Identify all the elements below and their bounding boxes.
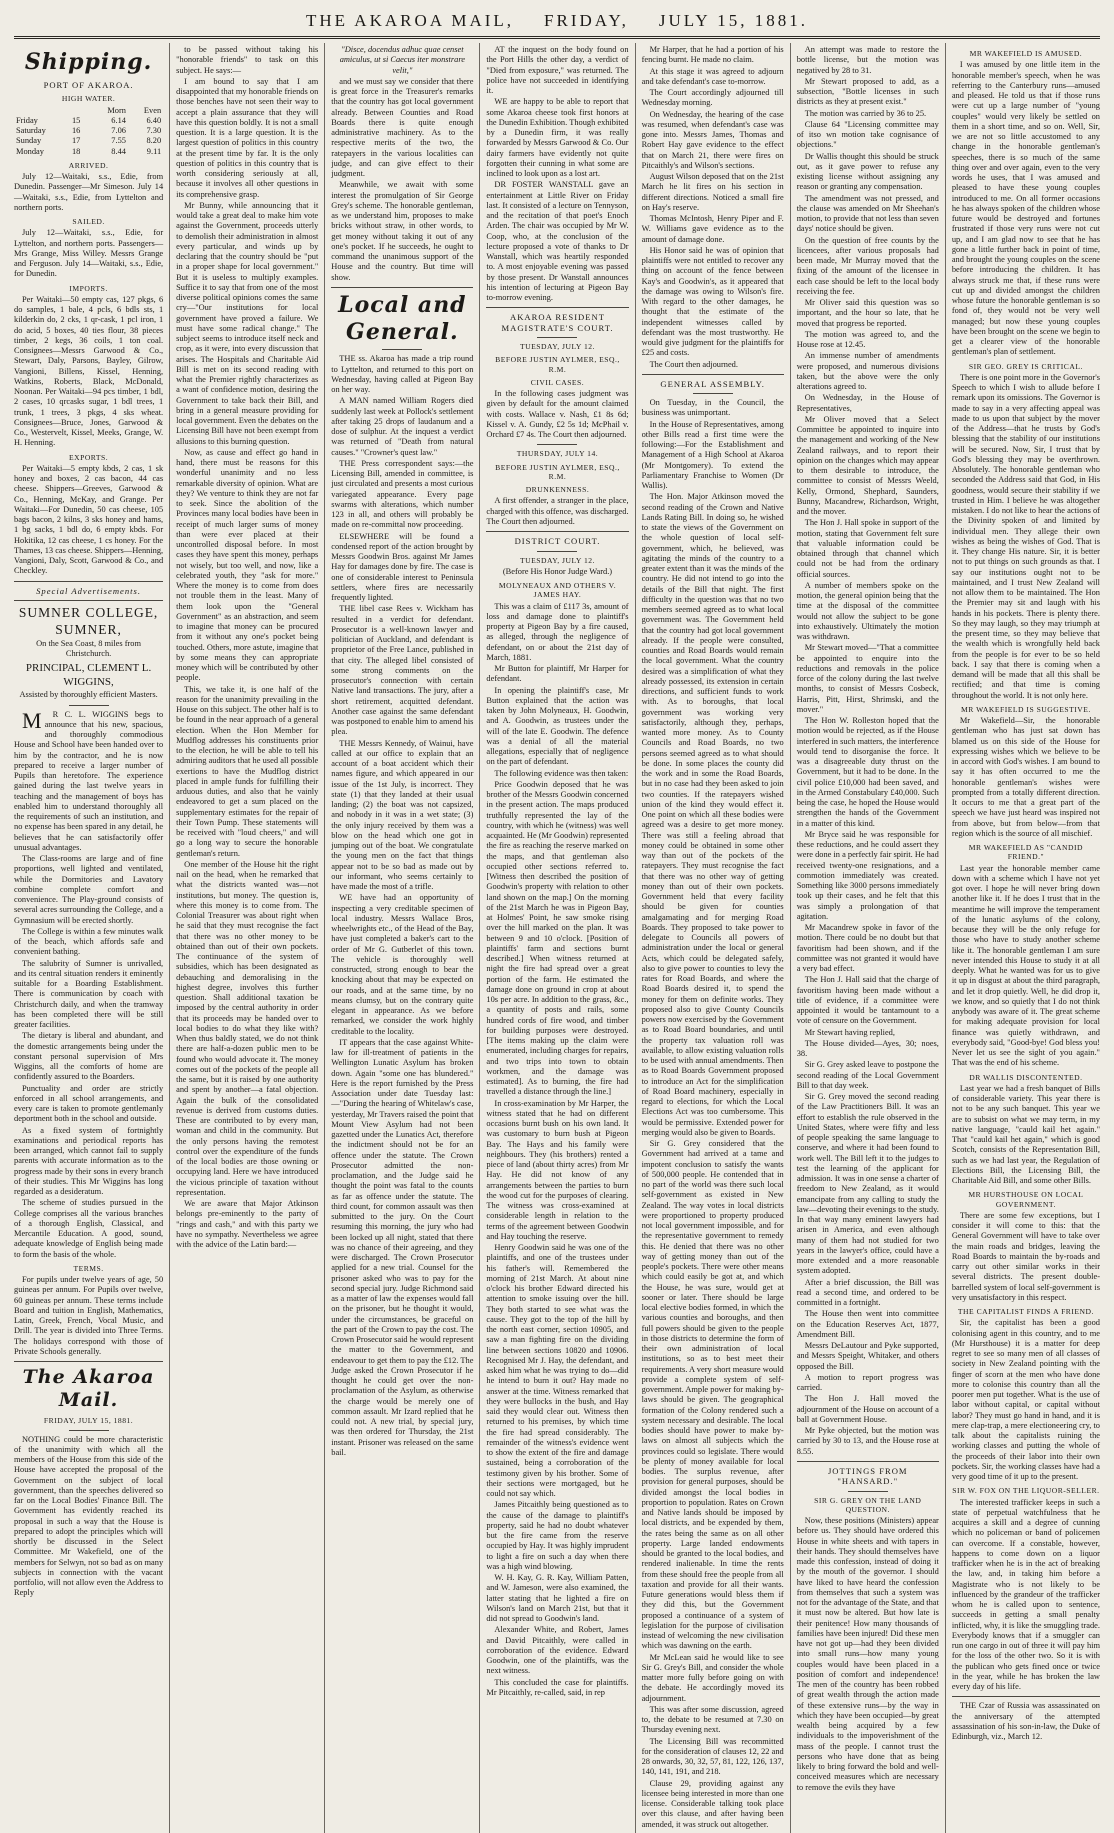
divider <box>642 374 784 375</box>
tide-even: 7.30 <box>146 126 162 136</box>
special-ads-heading: Special Advertisements. <box>36 585 142 596</box>
tide-header: Morn <box>107 105 126 115</box>
editorial-para: and we must say we consider that there is great force in the Treasurer's remarks that the country has got local government already. Between Counties and Road Boards there is quite enough administrative machinery. As to the respective merits of the two, the ratepayers in the various localities can judge, and can give effect to their judgment. <box>331 76 474 178</box>
divider <box>537 551 577 552</box>
assembly-para: An attempt was made to restore the bottle license, but the motion was negatived by 28 to 31. <box>796 45 939 75</box>
tide-even: 8.20 <box>146 136 162 146</box>
editorial-para: This, we take it, is one half of the reason for the unanimity prevailing in the House on this subject. The other half is to be found in the near approach of a general election. When the Hon Member for Mudflog addresses his constituents prior to the election, he will be able to tell his admiring auditors that he used all possible exertions to have the Mudflog district placed in ample funds for fulfilling their arduous duties, and also that he vainly endeavored to get a sum placed on the supplementary estimates for the repair of their Town Pump. These statements will be received with "loud cheers," and will go a long way to secure the honorable gentleman's return. <box>176 684 319 858</box>
assembly-para: Mr Pyke objected, but the motion was carried by 30 to 13, and the House rose at 8.55. <box>796 1426 939 1456</box>
tide-morn: 7.06 <box>111 126 126 136</box>
tide-row <box>14 147 163 157</box>
jotting-para: Mr Wakefield—Sir, the honorable gentleman who has just sat down has blamed us on this side of the House for expressing wishes which we believe to be in accord with God's wishes. I am bound to say it has often occurred to me the honorable gentleman's wishes were prompted from a totally different direction. It occurs to me that a great part of the speech we have just heard was inspired not from above, but from below—from that region which is the source of all mischief. <box>951 716 1100 838</box>
divider <box>537 337 577 338</box>
court-before: BEFORE JUSTIN AYLMER, ESQ., R.M. <box>495 462 620 481</box>
tide-row <box>14 116 163 126</box>
divider <box>69 705 109 706</box>
college-para: As a fixed system of fortnightly examinations and periodical reports has been arranged, which cannot fail to supply parents with accurate information as to the progress made by their sons in every branch of their studies. This Mr Wiggins has long regarded as a desideratum. <box>14 1125 164 1197</box>
sailed-heading: SAILED. <box>72 217 105 227</box>
case-para: James Pitcaithly being questioned as to the cause of the damage to plaintiff's property, said he had no doubt whatever but the fire came from the reserve occupied by Hay. It was highly imprudent to light a fire on such a day when there was a high wind blowing. <box>486 1500 629 1571</box>
local-general-title: Local and General. <box>338 291 467 345</box>
news-item: THE Messrs Kennedy, of Wainui, have called at our office to explain that an account of a boat accident which their names figure, and which appeared in our issue of the 1st July, is incorrect. They state (1) that they landed at their usual landing; (2) the boat was not capsized, and nobody in it was in a wet state; (3) the only injury received by them was a blow on the head which one got in jumping out of the boat. We congratulate the young men on the fact that things appear not to be so bad as made out by our informant, who seems certainly to have made the most of a trifle. <box>331 738 474 892</box>
masthead-rule <box>14 36 1100 39</box>
news-item: WE have had an opportunity of inspecting a very creditable specimen of local industry. Messrs Wallace Bros, wheelwrights etc., of the Head of the Bay, have just completed a baker's cart to the order of Mr G. Gutberlet of this town. The vehicle is thoroughly well constructed, strong enough to bear the knocking about that may be expected on our roads, and at the same time, by no means clumsy, but on the contrary quite elegant in appearance. As we before remarked, we consider the work highly creditable to the locality. <box>331 893 474 1036</box>
assembly-para: Messrs DeLautour and Pyke supported, and Messrs Speight, Whitaker, and others opposed the Bill. <box>796 1341 939 1371</box>
case-para: Mr Harper, that he had a portion of his fencing burnt. He made no claim. <box>641 45 784 65</box>
assembly-para: An immense number of amendments were proposed, and numerous divisions taken, but the above were the only alterations agreed to. <box>796 351 939 391</box>
assembly-para: The Hon. Major Atkinson moved the second reading of the Crown and Native Lands Rating Bill. In doing so, he wished to state the views of the Government on the whole question of local self-government, which, he believed, was agitating the minds of the country to a greater extent than it was the minds of the country. He did not intend to go into the details of the Bill that night. The first difficulty in the question was that no two members seemed agreed as to what local government was. The Government held that the country had got local government already. If the people were consulted, counties and Road Boards would remain the local government. What the country desired was a simplification of what they already possessed, its extension in certain directions, and sufficient funds to work with. As to boroughs, that local government was working very satisfactorily, although they, perhaps, wanted more money. As to County Councils and Road Boards, no two persons seemed agreed as to what should be done. In some places the county did the work and in some the Road Boards, but in no case had they been asked to join two counties. If the ratepayers wished union of the kind they would effect it. One point on which all these bodies were agreed was a desire to get more money. There was still a feeling abroad that money could be obtained in some other way than out of the pockets of the ratepayers. They must recognise the fact that there was no other way of getting money than out of their own pockets. Government held that every facility should be given for counties amalgamating and for merging Road Boards. They proposed to take power to delegate to Councils all powers of administration under the local or general Acts, which could be delegated safely, also to give power to counties to levy the rates for Road Boards, and where the Road Boards desired it, to spend the money for them on definite works. They proposed also to give County Councils powers now exercised by the Government as to Road Board boundaries, and until the property tax valuation roll was available, to allow existing valuation rolls to be used with annual amendments. Then as to Road Boards Government proposed to introduce an Act for the simplification of Road Board machinery, especially in regard to elections, for which the Local Elections Act was too cumbersome. This would be permissive. Extended power for merging would also be given to Boards. <box>641 492 784 1137</box>
divider <box>382 349 422 350</box>
tide-morn: 7.55 <box>111 136 126 146</box>
tide-even: 9.11 <box>146 146 162 156</box>
case-para: Alexander White, and Robert, James and David Pitcaithly, were called in corroboration of the evidence. Edward Goodwin, one of the plaintiffs, was the next witness. <box>486 1625 629 1676</box>
tide-morn: 6.14 <box>111 115 126 125</box>
divider <box>486 531 628 532</box>
case-para: In cross-examination by Mr Harper, the witness stated that he had on different occasions burnt bush on his own land. It was customary to burn bush at Pigeon Bay. The Hays and his family were neighbours. They (his brothers) rented a piece of land (about thirty acres) from Mr Hay. He did not know of any arrangements between the parties to burn the wood cut for the purposes of clearing. The witness was cross-examined at considerable length in relation to the terms of the agreement between Goodwin and Hay touching the reserve. <box>486 1098 629 1241</box>
paper-title: THE AKAROA MAIL, <box>305 11 515 30</box>
district-court-title: DISTRICT COURT. <box>514 536 601 547</box>
college-para: Punctuality and order are strictly enforced in all school arrangements, and every care is taken to promote gentlemanly deportment both in the school and outside. <box>14 1083 164 1124</box>
court-before: BEFORE JUSTIN AYLMER, ESQ., R.M. <box>495 355 620 374</box>
assembly-para: The Hon J. Hall said that the charge of favoritism having been made without a title of evidence, if a committee were appointed it would be tantamount to a vote of censure on the Government. <box>796 975 939 1026</box>
divider <box>14 581 163 582</box>
case-para: In opening the plaintiff's case, Mr Button explained that the action was taken by John Molyneaux, H. Goodwin, and A. Goodwin, as trustees under the will of the late E. Goodwin. The defence was a denial of all the material allegations, especially that of negligence on the part of defendant. <box>486 685 629 767</box>
news-item: THE Czar of Russia was assassinated on the anniversary of the attempted assassination of his son-in-law, the Duke of Edinburgh, viz., March 12. <box>951 1701 1100 1741</box>
jottings-sub: SIR G. GREY ON THE LAND QUESTION. <box>814 1495 922 1514</box>
divider <box>537 444 577 445</box>
assembly-para: Mr Oliver moved that a Select Committee be appointed to inquire into the management and working of the New Zealand railways, and to report their opinion on the changes which may appear to them desirable to introduce, the committee to consist of Messrs Weeld, Kelly, Ormond, Shephard, Saunders, Bunny, Macandrew, Richardson, Wright, and the mover. <box>796 414 939 516</box>
case-para: On Wednesday, the hearing of the case was resumed, when defendant's case was gone into. Messrs James, Thomas and Robert Hay gave evidence to the effect that on March 21, there were fires on Pitcaithly's and Wilson's sections. <box>641 109 784 170</box>
assembly-title: GENERAL ASSEMBLY. <box>660 378 765 389</box>
divider <box>14 600 163 601</box>
imports-text: Per Waitaki—50 empty cas, 127 pkgs, 6 do samples, 1 bale, 4 pcls, 6 bdls sts, 1 kilderkin do, 2 cks, 1 qr-cask, 1 pcl iron, 1 do acid, 5 boxes, 40 ties flour, 38 pieces timber, 2 kegs, 36 coils, 1 ton coal. Consignees—Messrs Garwood & Co., Stewart, Daly, Parsons, Bayley, Gilrow, Vangioni, Billens, Kissel, Henning, Watkins, Roberts, Black, McDonald, Noonan. Per Waitaki—94 pcs timber, 1 bdl, 2 cases, 10 qrcasks sugar, 1 bdl trees, 1 trunk, 1 trees, 3 pkgs, 4 sks wheat. Consignees—Bruce, Jones, Garwood & Co., Westervelt, Kissel, Meeks, Grange, W. H. Henning. <box>14 294 164 448</box>
case-para: Henry Goodwin said he was one of the plaintiffs, and one of the trustees under his father's will. Remembered the morning of 21st March. At about nine o'clock his brother Edward directed his attention to smoke issuing over the hill. They both started to see what was the cause. They got to the top of the hill by the north east corner, section 10905, and saw a man fighting fire on the dividing line between sections 10820 and 10906. Recognised Mr J. Hay, the defendant, and asked him what he was trying to do—did he intend to burn it out? Hay made no answer at the time. Witness remarked that they were bullocks in the bush, and Hay said they would clear out. Witness then returned to his premises, by which time the fire had spread considerably. The remainder of the witness's evidence went to show the extent of the fire and damage sustained, being a corroboration of the testimony given by his brother. Some of their sections were mortgaged, but he could not say which. <box>486 1243 629 1499</box>
assembly-para: On Wednesday, in the House of Representatives, <box>796 393 939 413</box>
case-para: Price Goodwin deposed that he was brother of the Messrs Goodwin concerned in the present action. The maps produced truthfully represented the lay of the country, with which he (witness) was well acquainted. He (Mr Goodwin) represented the fire as reaching the reserve marked on the maps, and that gentleman also occupied other sections referred to. [Witness then described the position of Goodwin's property with relation to other land shown on the map.] On the morning of the 21st March he was in Pigeon Bay, at Holmes' Point, he saw smoke rising over the hill marked on the plan. It was between 9 and 10 o'clock. [Position of plaintiffs' farm and sections burnt described.] When witness returned at night the fire had spread over a great portion of the farm. He estimated the damage done on ground in crop at about 10s per acre. In addition to the grass, &c., a quantity of posts and rails, some hundred cords of fire wood, and timber for building purposes were destroyed. [The items making up the claim were enumerated, including charges for repairs, and two trips into town to obtain workmen, and the damage was estimated]. As to burning, the fire had travelled a distance through the line.] <box>486 779 629 1097</box>
assembly-para: Mr Oliver said this question was so important, and the hour so late, that he moved that progress be reported. <box>796 298 939 328</box>
arrived-heading: ARRIVED. <box>68 160 109 170</box>
tide-even: 6.40 <box>146 115 162 125</box>
college-sub: On the Sea Coast, 8 miles from Christchurch. <box>36 638 142 659</box>
assembly-para: A motion to report progress was carried. <box>796 1372 939 1392</box>
assembly-para: A number of members spoke on the motion, the general opinion being that the time at the disposal of the committee would not allow the subject to be gone into exhaustively. Ultimately the motion was withdrawn. <box>796 580 939 641</box>
mail-date: FRIDAY, JULY 15, 1881. <box>43 1416 134 1426</box>
drop-cap: M <box>22 707 42 733</box>
assembly-para: In the House of Representatives, among other Bills read a first time were the following:—For the Establishment and Management of a High School at Akaroa (Mr Montgomery). To extend the Parliamentary Franchise to Women (Dr Wallis). <box>641 419 784 491</box>
tide-date: 15 <box>71 115 81 125</box>
column-4 <box>479 43 634 1833</box>
editorial-text: NOTHING could be more characteristic of the unanimity with which all the members of the House from this side of the House have accepted the proposal of the Government on the subject of local government, than the speeches delivered so far on the Local Bodies' Finance Bill. The Government has evidently reached its proposal in such a way that the House is prepared to adopt the principles which will shortly be discussed in the Select Committee. Mr Wakefield, one of the members for Selwyn, not so bad as on many subjects in connection with the vacant portfolio, will not allow even the Address to Reply <box>14 1434 164 1598</box>
column-5 <box>635 43 790 1833</box>
imports-heading: IMPORTS. <box>69 283 108 293</box>
assembly-para: Clause 64 "Licensing committee may of itso wn motion take cognisance of objections." <box>796 119 939 150</box>
assembly-para: Mr Bryce said he was responsible for these reductions, and he could assert they were done in a perfectly fair spirit. He had received twenty-one resignations, and a commotion immediately was created. Something like 3000 persons immediately took up their cases, and he felt that this was simply a prolongation of that agitation. <box>796 829 939 921</box>
jotting-heading: SIR GEO. GREY IS CRITICAL. <box>968 361 1083 371</box>
tide-table <box>14 106 163 157</box>
news-item: IT appears that the case against White-law for ill-treatment of patients in the Wellington Lunatic Asylum has broken down. Again "some one has blundered." Here is the report furnished by the Press Association under date Tuesday last:—"During the hearing of Whitelaw's case, yesterday, Mr Travers raised the point that Mount View Asylum had not been gazetted under the Lunatics Act, therefore the indictment should not be for an offence under the statute. The Crown Prosecutor admitted the non-proclamation, and the Judge said he thought the point was fatal to the counts as far as offence under the statute. The third count, for common assault was then submitted to the jury. On the Court resuming this morning, the jury who had been locked up all night, stated that there was no chance of their agreeing, and they were discharged. The Crown Prosecutor applied for a new trial. Counsel for the prisoner asked who was to pay for the second special jury. Judge Richmond said as a matter of law the expenses would fall on the prisoner, but he thought it would, under the circumstances, be graceful on the part of the Crown to pay the cost. The Crown Prosecutor said he would represent the matter to the Government, and endeavour to get them to pay the £12. The Judge asked the Crown Prosecutor if he thought he could get over the non-proclamation of the Asylum, as otherwise the charge would be merely one of common assault. Mr Izard replied that he could not. A new trial, by special jury, was then ordered for Thursday, the 21st instant. Prisoner was released on the same bail. <box>331 1037 474 1457</box>
case-para: The following evidence was then taken: <box>494 768 629 778</box>
assembly-para: The Hon J. Hall spoke in support of the motion, stating that Government felt sure that valuable information could be obtained through that channel which could not be had from the ordinary official sources. <box>796 518 939 579</box>
civil-heading: CIVIL CASES. <box>530 377 585 387</box>
tide-day: Saturday <box>16 126 46 136</box>
tide-row <box>14 126 163 136</box>
case-para: This concluded the case for plaintiffs. Mr Pitcaithly, re-called, said, in rep <box>486 1677 629 1697</box>
tide-day: Friday <box>16 115 38 125</box>
tide-day: Sunday <box>16 136 42 146</box>
assembly-para: Mr McLean said he would like to see Sir G. Grey's Bill, and consider the whole matter more fully before going on with the debate. He accordingly moved its adjournment. <box>641 1652 784 1703</box>
assembly-para: The motion was agreed to, and the House rose at 12.45. <box>796 329 939 349</box>
assembly-para: Sir G. Grey moved the second reading of the Law Practitioners Bill. It was an effort to establish the rule observed in the United States, where were fifty and less of people speaking the same language to conserve, and where it had been found to work well. The Bill left it to the judges to test the learning of the applicant for admission. It was in one sense a charter of freedom to New Zealand, as it would emancipate from any calling to study the law—devoting their evenings to the study. In that way many eminent lawyers had arisen in America, and even although many of them had not studied for two years in the lawyer's office, could have a more extended and a more reasonable system adopted. <box>796 1092 939 1276</box>
column-7 <box>945 43 1100 1833</box>
college-para: The College is within a few minutes walk of the beach, which affords safe and convenient bathing. <box>14 926 164 957</box>
case-para: Thomas McIntosh, Henry Piper and F. W. Williams gave evidence as to the amount of damage done. <box>641 214 784 244</box>
editorial-para: Mr Bunny, while announcing that it would take a great deal to make him vote against the Government, proceeds utterly to demolish their administration in almost every particular, and winds up by declaring that the country should be "put in a proper shape for local government." But it is useless to multiply examples. Suffice it to say that from one of the most diverse political opinions comes the same cry—"Our institutions for local government have proved a failure. We must have some radical change." The subject seems to introduce itself neck and crop, as it were, into every discussion that arises. The Hospitals and Charitable Aid Bill is met on its second reading with what the Premier rightly characterizes as a want of confidence motion, desiring the Government to take back their Bill, and bring in a general measure providing for local government. Even the debates on the Licensing Bill have not been exempt from allusions to this burning question. <box>176 200 319 446</box>
tide-row <box>14 136 163 146</box>
news-item: AT the inquest on the body found on the Port Hills the other day, a verdict of "Died from exposure," was returned. The police have not succeeded in identifying it. <box>486 45 629 95</box>
shipping-title: Shipping. <box>24 49 153 75</box>
jottings-title: JOTTINGS FROM "HANSARD." <box>827 1465 908 1487</box>
divider <box>952 1696 1100 1697</box>
tide-header <box>14 106 70 116</box>
assembly-para: The House then went into committee on the Education Reserves Act, 1877, Amendment Bill. <box>796 1309 939 1339</box>
college-para <box>14 707 164 854</box>
district-date: TUESDAY, JULY 12. <box>520 555 595 565</box>
tide-morn: 8.44 <box>111 146 126 156</box>
case-para: This was a claim of £117 3s, amount of loss and damage done to plaintiff's property at Pigeon Bay by a fire caused, as alleged, through the negligence of defendant, on or about the 21st day of March, 1881. <box>486 601 629 662</box>
jotting-para: The interested trafficker keeps in such a state of perpetual watchfulness that he acquires a skill and a degree of cunning which no policeman or band of policemen can overcome. If a constable, however, happens to come down on a liquor trafficker when he is in the act of breaking the law, and, in taking him before a Magistrate who is not likely to be influenced by the grandeur of the trafficker whom he is called upon to sentence, succeeds in getting a small penalty inflicted, why, it is like the smuggling trade. Everybody knows that if a smuggler can run one cargo in out of three it will pay him for the loss of the other two. So it is with the publican who gets fined once or twice in the year, while he has broken the law every day of his life. <box>951 1497 1100 1691</box>
tide-day: Monday <box>16 146 44 156</box>
news-item: THE libel case Rees v. Wickham has resulted in a verdict for defendant. Prosecutor is a well-known lawyer and politician of Auckland, and defendant is proprietor of the Free Lance, published in that city. The alleged libel consisted of some strong comments on the prosecutor's connection with certain Native land transactions. The jury, after a short retirement, acquitted defendant. Another case against the same defendant was postponed to enable him to amend his plea. <box>331 604 474 737</box>
jottings-text: Now, these positions (Ministers) appear before us. They should have ordered this House in white sheets and with tapers in their hands. They should themselves have made this confession, instead of doing it by the mouth of the governor. I should have liked to have heard the confession from themselves that such a system was not for the advantage of the State, and that it must now be altered. But how late is their penitence! How many thousands of families have been injured! Did these men have not got up—had they been divided into small runs—how many young couples would have been placed in a position of comfort and independence! The men of the country has been robbed of great wealth through the action made of these extensive runs—by the way in which they have been occupied—by great wealth being acquired by a few individuals to the impoverishment of the mass of the people. I cannot trust the persons who have done that as being likely to bring forward the bold and well-conceived measures which are necessary to remove the evils they have <box>796 1516 939 1792</box>
editorial-para: Meanwhile, we await with some interest the promulgation of Sir George Grey's scheme. The honorable gentleman, as we understand him, proposes to make bricks without straw, in other words, to get money without taking it out of any one's pocket. If he succeeds, he ought to command the unanimous support of the House and the country. But time will show. <box>331 180 474 282</box>
jotting-heading: MR WAKEFIELD IS SUGGESTIVE. <box>961 704 1091 714</box>
columns <box>14 43 1100 1829</box>
jotting-para: I was amused by one little item in the honorable member's speech, when he was referring to the Canterbury runs—amused and pleased. He told us that if those runs were cut up a large number of "young couples" would very likely be settled on them in a short time, and so on. Well, Sir, we are not so little accustomed to any change in the honorable gentleman's speeches, there is so much of the same thing over and over again, even to the very words he uses, that I was amused and pleased to have these young couples introduced to me. On all former occasions he has always spoken of the children whose future would be destroyed and fortunes frustrated if those very runs were not cut up, and I am glad now to see that he has gone a little further back in point of time, and brought the young couples on the scene before introducing the children. It has always struck me that, if these runs were cut up and divided amongst the children whose future the honorable gentleman is so fond of, they would not be very well managed; but now these young couples have been brought on the scene we begin to get a clearer view of the honorable gentleman's plan of settlement. <box>951 60 1100 357</box>
editorial-para: Now, as cause and effect go hand in hand, there must be reasons for this wonderful unanimity and no less remarkable diversity of opinion. What are they? We venture to think they are not far to seek. Since the abolition of the Provinces many local bodies have been in receipt of much larger sums of money than were ever placed at their uncontrolled disposal before. In most cases they have spent this money, perhaps not wisely, but too well, and now, like a celebrated youth, they "ask for more." Where the money is to come from does not trouble them in the least. Many of them look upon the "General Government" as an abstraction, and seem to imagine that money can be procured from it without any one's pocket being touched. Others, more astute, imagine that by some means they can appropriate money which will be contributed by other people. <box>176 447 319 683</box>
assembly-para: On the question of free counts by the licencees, after various proposals had been made, Mr Murray moved that the fixing of the amount of the licensee in each case should be left to the local body receiving the fee. <box>796 235 939 296</box>
editorial-para: to be passed without taking his "honorable friends" to task on this subject. He says:— <box>176 45 319 75</box>
case-para: W. H. Kay, G. R. Kay, William Patten, and W. Jameson, were also examined, the latter stating that he lighted a fire on Wilson's land on March 21st, but that it did not spread to Goodwin's land. <box>486 1573 629 1624</box>
college-para: The Class-rooms are large and of fine proportions, well lighted and ventilated, while the Dormitories and Lavatory combine complete comfort and convenience. The Play-ground consists of several acres surrounding the College, and a Gymnasium will be erected shortly. <box>14 854 164 925</box>
news-item: DR FOSTER WANSTALL gave an entertainment at Little River on Friday last. It consisted of a lecture on Tennyson, and the recitation of that poet's Enoch Arden. The chair was occupied by Mr W. Coop, who, at the conclusion of the lecture proposed a vote of thanks to Dr Wanstall, which was heartily responded to. A most enjoyable evening was passed by those present. Dr Wanstall announces his intention of lecturing at Pigeon Bay to-morrow evening. <box>486 180 629 302</box>
column-2 <box>169 43 324 1833</box>
tide-header-row <box>14 106 163 116</box>
divider <box>693 393 733 394</box>
assembly-para: Mr Macandrew spoke in favor of the motion. There could be no doubt but that favoritism had been shown, and if the committee was not granted it would have a very bad effect. <box>796 923 939 973</box>
drunk-heading: DRUNKENNESS. <box>525 485 590 495</box>
divider <box>486 307 628 308</box>
divider <box>848 1491 888 1492</box>
principal-sub: Assisted by thoroughly efficient Masters. <box>19 690 158 700</box>
case-para: The Court then adjourned. <box>649 359 738 369</box>
paper-day: FRIDAY, <box>544 11 629 30</box>
editorial-para: We are aware that Major Atkinson belongs pre-eminently to the party of "rings and cash," and with this party we have no sympathy. Nevertheless we agree with the advice of the Latin bard:— <box>176 1199 319 1249</box>
case-para: At this stage it was agreed to adjourn and take defendant's case to-morrow. <box>641 66 784 86</box>
college-name: SUMNER COLLEGE, SUMNER, <box>18 605 159 637</box>
case-para: The Court accordingly adjourned till Wednesday morning. <box>641 88 784 108</box>
college-para-text: R C. L. WIGGINS begs to announce that his new, spacious, and thoroughly commodious House and School have been handed over to him by the contractor, and he is now prepared to receive a larger number of Pupils than heretofore. The experience gained during the last twelve years in teaching and the management of boys has enabled him to understand thoroughly all the requirements of such an institution, and no expense has been spared in any detail, he believes that he can satisfactorily offer unusual advantages. <box>14 709 164 852</box>
exports-text: Per Waitaki—5 empty kbds, 2 cas, 1 sk honey and boxes, 2 cas bacon, 44 cas cheese. Shippers—Greeves, Garwood & Co., Henning, McKay, and Grange. Per Waitaki—For Dunedin, 50 cas cheese, 105 bags bacon, 2 kilns, 3 sks honey and hams, 1 bg sacks, 1 bdl do, 6 empty kbds. For Hokitika, 12 cas cheese, 1 cs honey. For the Thames, 13 cas cheese. Shippers—Henning, Vangioni, Daly, Scott, Garwood & Co., and Checkley. <box>14 463 164 576</box>
jotting-heading: THE CAPITALIST FINDS A FRIEND. <box>957 1307 1094 1316</box>
jotting-para: Sir, the capitalist has been a good colonising agent in this country, and to me (Mr Hursthouse) it is a matter for deep regret to see so many men of all classes of society in New Zealand pointing with the finger of scorn at the men who have done more to colonise this country than all the poorer men put together. What is the use of labor without capital, or capital without labor? They must go hand in hand, and it is mere clap-trap, a mere electioneering cry, to talk about the capitalists ruining the working classes and putting the whole of the proceeds of their labor into their own pockets. Sir, the working classes have had a very good time of it up to the present. <box>951 1318 1100 1481</box>
jotting-para: Last year we had a fresh banquet of Bills of considerable variety. This year there is not to be any such banquet. This year we are to subsist on what we may term, in my native language, "cauld kail het again." That "cauld kail het again," which is good Scotch, consists of the Representation Bill, such as we had last year, the Regulation of Elections Bill, the Licensing Bill, the Charitable Aid Bill, and some other Bills. <box>951 1083 1100 1185</box>
jotting-para: Last year the honorable member came down with a scheme which I have not yet got over. I hope he will never bring down another like it. If he does I trust that in the meantime he will improve the temperament of the lunatic asylums of the colony, because they will be the only refuge for those who have to study another scheme like it. The honorable gentleman I am sure never intended this House to study it at all deeply. What he wanted was for us to give it up in disgust at about the third paragraph, and let it drop quietly. Well, he did drop it, we know, and so quietly that I do not think anybody was aware of it. The great scheme for making adequate provision for local finance was quietly withdrawn, and everybody said, "Good-bye! God bless you! Never let us see the sight of you again." That was the end of his scheme. <box>951 863 1100 1068</box>
paper-date: JULY 15, 1881. <box>658 11 809 30</box>
jotting-heading: MR WAKEFIELD IS AMUSED. <box>969 49 1083 58</box>
exports-heading: EXPORTS. <box>68 452 109 462</box>
divider <box>14 1361 163 1362</box>
jotting-heading: DR WALLIS DISCONTENTED. <box>969 1072 1083 1082</box>
sailed-text: July 12—Waitaki, s.s., Edie, for Lyttelton, and northern ports. Passengers—Mrs Grange, Miss Willey. Messrs Grange and Ferguson. July 14—Waitaki, s.s., Edie, for Dunedin. <box>14 228 164 279</box>
assembly-para: The motion was carried by 36 to 25. <box>804 108 927 118</box>
assembly-para: The Licensing Bill was recommitted for the consideration of clauses 12, 22 and 28 onwards, 30, 32, 57, 81, 122, 126, 137, 140, 141, 191, and 218. <box>641 1736 784 1777</box>
divider <box>331 287 473 288</box>
college-para: The scheme of studies pursued in the College comprises all the various branches of a thorough English, Classical, and Mercantile Education. A good, sound, adequate knowledge of English being made to form the basis of the whole. <box>14 1198 164 1259</box>
column-6 <box>790 43 945 1833</box>
assembly-para: The House divided—Ayes, 30; noes, 38. <box>796 1038 939 1058</box>
court-date: THURSDAY, JULY 14. <box>516 449 599 459</box>
assembly-para: The amendment was not pressed, and the clause was amended on Mr Sheehan's motion, to provide that not less than seven days' notice should be given. <box>796 193 939 234</box>
terms-text: For pupils under twelve years of age, 50 guineas per annum. For Pupils over twelve, 60 guineas per annum. These terms include Board and tuition in English, Mathematics, Latin, Greek, French, Vocal Music, and Drill. The year is divided into Three Terms. The holidays correspond with those of Private Schools generally. <box>14 1275 164 1356</box>
tide-header: Even <box>143 105 162 115</box>
news-item: THE ss. Akaroa has made a trip round to Lyttelton, and returned to this port on Wednesday, having called at Pigeon Bay on her way. <box>331 354 474 395</box>
drunk-text: A first offender, a stranger in the place, charged with this offence, was discharged. The Court then adjourned. <box>486 496 629 526</box>
jotting-heading: MR HURSTHOUSE ON LOCAL GOVERNMENT. <box>968 1190 1084 1209</box>
assembly-para: The Hon W. Rolleston hoped that the motion would be rejected, as if the House interfered in such matters, the interference would tend to disorganise the force. It was a disagreeable duty thrust on the Government, but it had to be done. In the civil police £10,000 had been saved, and in the Armed Constabulary £40,000. Such being the case, he hoped the House would strengthen the hands of the Government in a matter of this kind. <box>796 716 939 828</box>
assembly-para: Clause 29, providing against any licensee being interested in more than one license. Considerable talking took place over this clause, and after having been amended, it was struck out altogether. <box>641 1778 784 1829</box>
high-water-label: HIGH WATER. <box>61 94 116 104</box>
news-item: WE are happy to be able to report that some Akaroa cheese took first honors at the Dunedin Exhibition. Though exhibited by a Dunedin firm, it was really forwarded by Messrs Garwood & Co. Our dairy farmers have evidently not quite forgotten their cunning in what some are inclined to look upon as a lost art. <box>486 97 629 178</box>
column-1 <box>14 43 169 1833</box>
court-date: TUESDAY, JULY 12. <box>520 342 595 352</box>
case-para: Mr Button for plaintiff, Mr Harper for defendant. <box>486 664 629 684</box>
news-item: A MAN named William Rogers died suddenly last week at Pollock's settlement after taking 25 drops of laudanum and a dose of sulphur. At the inquest a verdict was returned of "Death from natural causes." "Crowner's quest law." <box>331 396 474 457</box>
news-item: THE Press correspondent says:—the Licensing Bill, amended in committee, is just circulated and presents a most curious variegated appearance. Every page swarms with alterations, which number 123 in all, and others will probably be made on re-committal now proceeding. <box>331 458 474 530</box>
district-judge: (Before His Honor Judge Ward.) <box>502 566 613 576</box>
jotting-heading: SIR W. FOX ON THE LIQUOR-SELLER. <box>952 1486 1100 1496</box>
assembly-para: Sir G. Grey asked leave to postpone the second reading of the Local Government Bill to that day week. <box>796 1060 939 1090</box>
assembly-para: Mr Stewart proposed to add, as a subsection, "Bottle licenses in such districts as they at present exist." <box>796 76 939 107</box>
jotting-para: There are some few exceptions, but I consider it will come to this: that the General Government will have to take over the main roads and bridges, leaving the Road Boards to maintain the by-roads and carry out other similar works in their several districts. The present double-barrelled system of local self-government is very unsatisfactory in this respect. <box>951 1210 1100 1302</box>
news-item: ELSEWHERE will be found a condensed report of the action brought by Messrs Goodwin Bros. against Mr James Hay for damages done by fire. The case is one of considerable interest to Peninsula settlers, where fires are necessarily frequently lighted. <box>331 531 474 603</box>
case-para: August Wilson deposed that on the 21st March he lit fires on his section in different directions. Noticed a small fire on Hay's reserve. <box>641 172 784 212</box>
tide-date: 18 <box>71 146 81 156</box>
masthead <box>14 6 1100 36</box>
assembly-para: After a brief discussion, the Bill was read a second time, and ordered to be committed in a fortnight. <box>796 1277 939 1307</box>
case-title: MOLYNEAUX AND OTHERS V. JAMES HAY. <box>498 581 617 600</box>
civil-text: In the following cases judgment was given by default for the amount claimed with costs. Wallace v. Nash, £1 8s 6d; Kissel v. A. Gundy, £2 5s 1d; McPhail v. Orchard £7 4s. The Court then adjourned. <box>486 389 629 440</box>
college-para: The dietary is liberal and abundant, and the domestic arrangements being under the constant personal supervision of Mrs Wiggins, all the comforts of home are confidently assured to the Boarders. <box>14 1031 164 1082</box>
assembly-para: Dr Wallis thought this should be struck out, as it gave power to refuse any existing license without assigning any reason or granting any compensation. <box>796 151 939 192</box>
assembly-para: On Tuesday, in the Council, the business was unimportant. <box>641 398 784 418</box>
jotting-heading: MR WAKEFIELD AS "CANDID FRIEND." <box>968 843 1084 862</box>
latin-quote: "Disce, docendus adhuc quae censet amiculus, ut si Caecus iter monstrare velit," <box>339 45 465 75</box>
assembly-para: Mr Stewart moved—"That a committee be appointed to enquire into the reductions and removals in the police force of the colony during the last twelve months, to consist of Messrs Cosbeck, Harris, Pitt, Hirst, Shrimski, and the mover." <box>796 643 939 714</box>
jotting-para: There is one point more in the Governor's Speech to which I wish to allude before I remark upon its omissions. The Governor is made to say in a very affecting appeal was made to us upon that subject by the mover of the Address—that he trusts by God's blessing that the stability of our institutions will be secured. Now, Sir, I trust that by God's blessing they may be overthrown. Absolutely. The honorable gentleman who seconded the Address said that God, in His goodness, would secure their stability if we trusted in Him. I believe he was altogether mistaken. I do not like to hear the actions of the Divinity spoken of and limited by individual men. They allege their own wishes as being the wishes of God. That is it. They change His nature. Sir, it is better not to put things on such grounds as that. I say our institutions ought not to be maintained, and I trust New Zealand will not allow them to be maintained. The Hon the Premier may sit and laugh with his hands in his pockets. There is plenty there. So they may laugh, so they may triumph at the present time, so they may believe that the wealth which is wrongfully held back from the people is for ever to be so held back. I say that there is coming when a demand will be made that all this shall be rectified; and that time is coming throughout the world. It is not only here. <box>951 372 1100 700</box>
principal-name: PRINCIPAL, CLEMENT L. WIGGINS, <box>25 662 152 688</box>
tide-header <box>70 106 91 116</box>
arrived-text: July 12—Waitaki, s.s., Edie, from Dunedin. Passenger—Mr Simeson. July 14—Waitaki, s.s., Edie, from Lyttelton and northern ports. <box>14 172 164 212</box>
assembly-para: Mr Stewart having replied, <box>804 1027 895 1037</box>
port-line: PORT OF AKAROA. <box>43 79 134 90</box>
column-3 <box>324 43 479 1833</box>
editorial-para: I am bound to say that I am disappointed that my honorable friends on those benches have not seen their way to accept a plain assurance that they will have this question boldly. It is not a small question. It is a large question. It is the largest question of politics in this country at the present time by far. It is the only question of politics in this country that is worth considering seriously at all, because it involves all other questions in its comprehensive grasp. <box>176 76 319 199</box>
court-title: AKAROA RESIDENT MAGISTRATE'S COURT. <box>501 312 614 333</box>
assembly-para: The Hon J. Hall moved the adjournment of the House on account of a ball at Government House. <box>796 1394 939 1424</box>
divider <box>797 1461 939 1462</box>
case-para: His Honor said he was of opinion that plaintiffs were not entitled to recover any thing on account of the fence between Kay's and Goodwin's, as it appeared that the damage was owing to Wilson's fire. With regard to the other damages, he thought that the estimate of the independent witnesses called by defendant was the most trustworthy. He would give judgment for the plaintiffs for £25 and costs. <box>641 245 784 358</box>
tide-date: 16 <box>71 126 81 136</box>
terms-heading: TERMS. <box>73 1263 104 1273</box>
tide-date: 17 <box>71 136 81 146</box>
divider <box>69 1430 109 1431</box>
assembly-para: This was after some discussion, agreed to, the debate to be resumed at 7.30 on Thursday evening next. <box>641 1704 784 1735</box>
editorial-para: One member of the House hit the right nail on the head, when he remarked that what the districts wanted was—not institutions, but money. The question is, where this money is to come from. The Colonial Treasurer was about right when he said that they must recognise the fact that there was no other money to be obtained than out of their own pockets. The continuance of the system of subsidies, which has been designated as debauching and demoralising in the highest degree, involves this further question. Shall additional taxation be imposed by the central authority in order that its proceeds may be handed over to local bodies to do what they like with? When thus baldly stated, we do not think there are half-a-dozen public men to be found who would advocate it. The money comes out of the pockets of the people all the same, but it is raised by one authority and spent by another—a fatal objection. Again the bulk of the consolidated revenue is derived from customs duties. These are contributed to by every man, woman and child in the community. But the only persons having the remotest control over the expenditure of the funds of the local bodies are those owning or occupying land. Here we have introduced the vicious principle of taxation without representation. <box>176 859 319 1197</box>
assembly-para: Sir G. Grey considered that the Government had arrived at a tame and impotent conclusion to satisfy the wants of 500,000 people. He contended that in no part of the world was there such local self-government as existed in New Zealand. The way votes in local districts were proportioned to property produced not local government impossible, and for the representative government to remedy this. He denied that there was no other way of getting money than out of the people's pockets. There were other means which could easily be got at, and which the House, he was sure, would get at sooner or later. There should be large local elective bodies formed, in which the various counties and boroughs, and then full powers should be given to the people in those districts to determine the form of their own administration of local institutions, so as to best meet their requirements. A very short measure would provide a complete system of self-government. Ample power for making by-laws should be given. The geographical formation of the Colony rendered such a system necessary and desirable. The local bodies should have power to make by-laws on almost all subjects which the provinces could so legislate. There would be plenty of money available for local bodies. The surplus revenue, after provision for general purposes, should be divided amongst the local bodies in proportion to population. Rates on Crown and Native lands should be imposed by local districts, and be expended by them, the rates being the same as on all other property. Large landed endowments should be granted to the local bodies, and rendered inalienable. In time the rents from these should free the people from all taxation and provide for all their wants. Future generations would bless them if they did this, but the Government proposed a continuance of a system of legislation for the purpose of civilisation instead of welcoming the new civilisation which was dawning on the earth. <box>641 1139 784 1651</box>
mail-title: The Akaroa Mail. <box>22 1366 155 1412</box>
college-para: The salubrity of Sumner is unrivalled, and its central situation renders it eminently suitable for a Boarding Establishment. There is communication by coach with Christchurch daily, and when the tramway has been completed there will be still greater facilities. <box>14 958 164 1030</box>
